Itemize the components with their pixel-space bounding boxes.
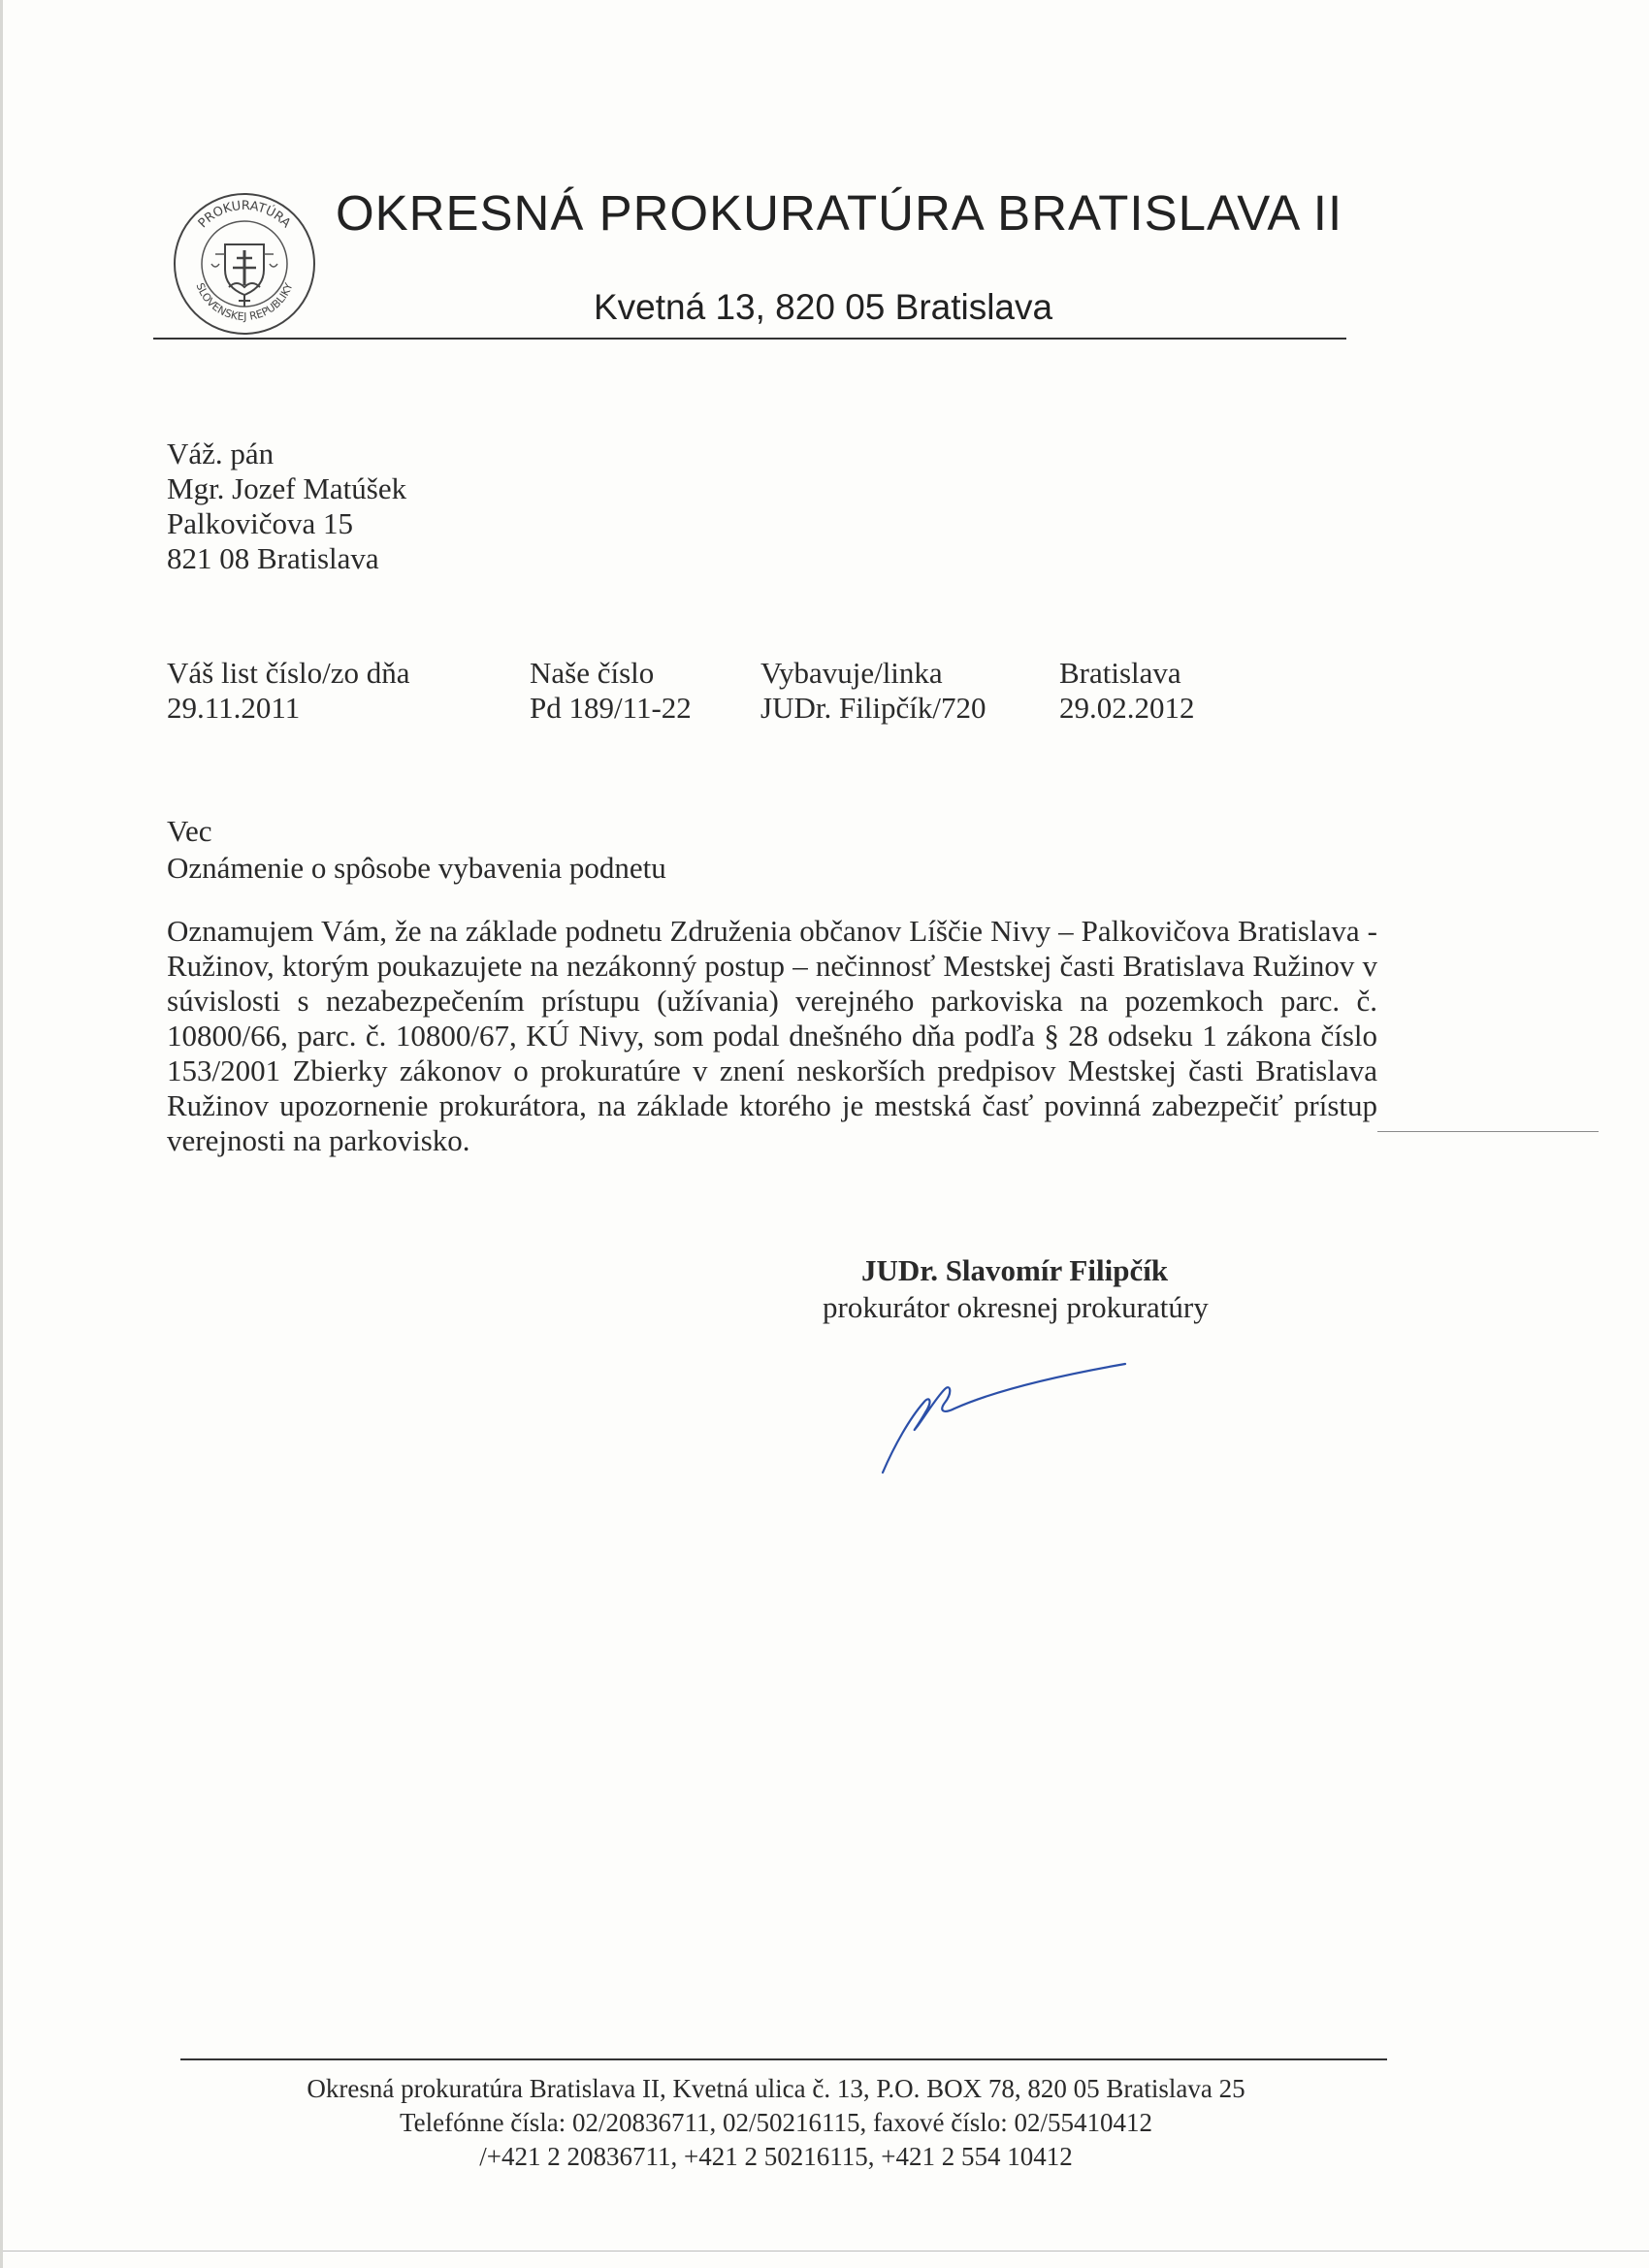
letter-date: 29.02.2012	[1059, 691, 1195, 725]
letter-body: Oznamujem Vám, že na základe podnetu Združenia občanov Líščie Nivy – Palkovičova Bratislava - Ružinov, ktorým poukazujete na nezákonný postup – nečinnosť Mestskej časti Bratislava Ružinov v súvislosti s nezabezpečením prístupu (užívania) verejného parkoviska na pozemkoch parc. č. 10800/66, parc. č. 10800/67, KÚ Nivy, som podal dnešného dňa podľa § 28 odseku 1 zákona číslo 153/2001 Zbierky zákonov o prokuratúre v znení neskorších predpisov Mestskej časti Bratislava Ružinov upozornenie prokurátora, na základe ktorého je mestská časť povinná zabezpečiť prístup verejnosti na parkovisko.	[167, 914, 1377, 1157]
scan-left-edge	[0, 0, 3, 2268]
handled-by-label: Vybavuje/linka	[760, 656, 943, 690]
place-label: Bratislava	[1059, 656, 1181, 690]
handled-by-column	[760, 656, 986, 726]
our-number-label: Naše číslo	[530, 656, 655, 690]
office-address: Kvetná 13, 820 05 Bratislava	[594, 287, 1053, 327]
addressee-block	[167, 437, 406, 576]
signatory-name: JUDr. Slavomír Filipčík	[861, 1253, 1169, 1287]
office-title: OKRESNÁ PROKURATÚRA BRATISLAVA II	[336, 185, 1343, 241]
place-date-column	[1059, 656, 1195, 726]
seal-top-text: PROKURATÚRA	[195, 198, 294, 232]
subject-label: Vec	[167, 814, 212, 848]
prosecutor-seal-icon	[171, 190, 318, 338]
your-letter-label: Váš list číslo/zo dňa	[167, 656, 410, 690]
header-divider	[153, 338, 1346, 340]
our-number-value: Pd 189/11-22	[530, 691, 692, 725]
handled-by-value: JUDr. Filipčík/720	[760, 691, 986, 725]
subject-block	[167, 813, 666, 887]
your-letter-value: 29.11.2011	[167, 691, 301, 725]
seal-bottom-text: SLOVENSKEJ REPUBLIKY	[193, 280, 296, 324]
addressee-street: Palkovičova 15	[167, 506, 353, 540]
footer-block	[175, 2072, 1377, 2174]
handwritten-signature-icon	[873, 1358, 1145, 1484]
footer-phones: Telefónne čísla: 02/20836711, 02/50216115, faxové číslo: 02/55410412	[400, 2108, 1152, 2137]
scan-artifact-line	[1377, 1131, 1599, 1132]
scan-bottom-edge	[0, 2251, 1649, 2252]
addressee-salutation: Váž. pán	[167, 437, 275, 470]
subject-text: Oznámenie o spôsobe vybavenia podnetu	[167, 851, 666, 885]
signatory-role: prokurátor okresnej prokuratúry	[823, 1290, 1209, 1324]
addressee-name: Mgr. Jozef Matúšek	[167, 471, 407, 505]
footer-divider	[180, 2058, 1387, 2060]
addressee-city: 821 08 Bratislava	[167, 541, 379, 575]
footer-intl-phones: /+421 2 20836711, +421 2 50216115, +421 2 554 10412	[479, 2142, 1073, 2171]
footer-address: Okresná prokuratúra Bratislava II, Kvetná ulica č. 13, P.O. BOX 78, 820 05 Bratislava 25	[307, 2074, 1245, 2103]
our-number-column	[530, 656, 692, 726]
your-letter-column	[167, 656, 410, 726]
